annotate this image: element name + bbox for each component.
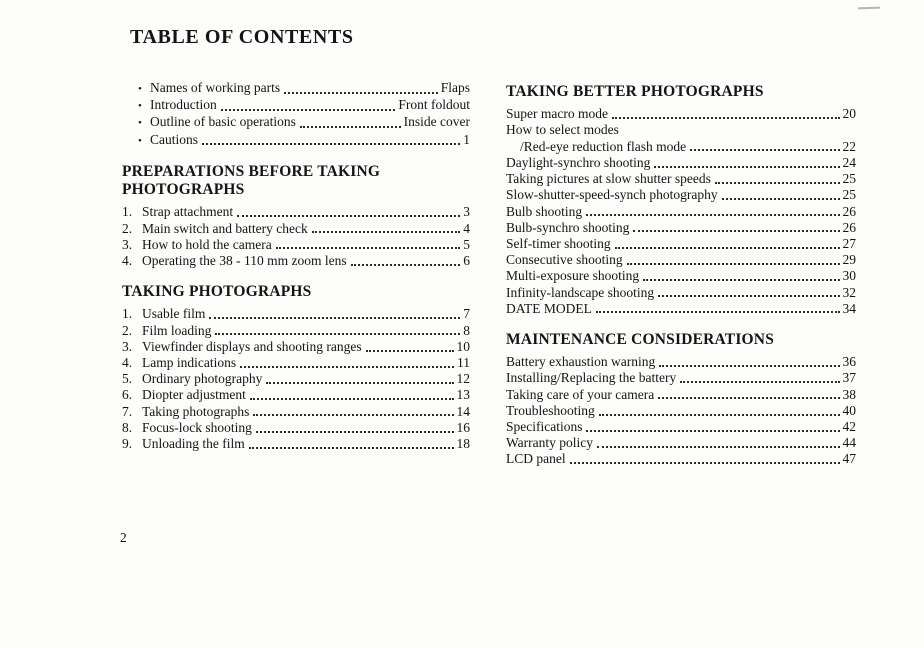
toc-entry-page: 10: [456, 338, 470, 354]
scan-artifact-mark: [858, 7, 880, 10]
dot-leader: [215, 333, 460, 335]
toc-entry-label: Outline of basic operations: [150, 114, 296, 130]
dot-leader: [351, 264, 461, 266]
dot-leader: [256, 431, 454, 433]
section-list-maintenance: [506, 354, 856, 467]
dot-leader: [284, 92, 438, 94]
toc-entry-label: Self-timer shooting: [506, 235, 611, 251]
toc-entry-page: 14: [456, 403, 470, 419]
toc-entry-label: Taking pictures at slow shutter speeds: [506, 171, 711, 187]
toc-entry: [506, 171, 856, 187]
toc-entry-label: /Red-eye reduction flash mode: [520, 138, 687, 154]
dot-leader: [680, 381, 839, 383]
dot-leader: [209, 317, 460, 319]
toc-entry-label: Focus-lock shooting: [142, 419, 252, 435]
toc-entry-label: Viewfinder displays and shooting ranges: [142, 338, 362, 354]
dot-leader: [615, 247, 840, 249]
toc-entry-label: Operating the 38 - 110 mm zoom lens: [142, 252, 347, 268]
dot-leader: [366, 350, 454, 352]
toc-entry-label: Troubleshooting: [506, 402, 595, 418]
toc-entry-number: 4.: [122, 355, 133, 371]
toc-entry-label: Main switch and battery check: [142, 220, 308, 236]
toc-entry-page: 38: [842, 386, 856, 402]
toc-entry-number: 7.: [122, 403, 133, 419]
toc-entry-number: 1.: [122, 204, 133, 220]
toc-entry: [138, 80, 470, 97]
section-list-taking-photographs: [122, 306, 470, 452]
toc-entry: [506, 387, 856, 403]
toc-entry-page: 5: [463, 236, 470, 252]
toc-entry: [506, 268, 856, 284]
toc-entry: [122, 420, 470, 436]
dot-leader: [312, 231, 461, 233]
toc-entry-page: Front foldout: [398, 97, 470, 113]
toc-entry-page: 8: [463, 322, 470, 338]
toc-entry: [506, 236, 856, 252]
toc-entry-page: Inside cover: [403, 114, 470, 130]
toc-entry-label: Names of working parts: [150, 80, 281, 95]
dot-leader: [659, 365, 839, 367]
toc-entry-page: Flaps: [440, 80, 470, 95]
dot-leader: [300, 126, 401, 128]
toc-entry: [506, 187, 856, 203]
toc-entry-page: 42: [842, 419, 856, 435]
section-list-taking-better-photographs: [506, 106, 856, 317]
toc-entry-number: 8.: [122, 419, 133, 435]
toc-entry-label: Bulb-synchro shooting: [506, 219, 630, 235]
section-heading-maintenance: MAINTENANCE CONSIDERATIONS: [506, 330, 775, 348]
dot-leader: [586, 214, 839, 216]
toc-entry-number: 3.: [122, 338, 133, 354]
toc-entry-label: Bulb shooting: [506, 203, 583, 219]
toc-entry: [506, 155, 856, 171]
right-column: [506, 80, 856, 474]
toc-entry-number: 6.: [122, 387, 133, 403]
dot-leader: [596, 311, 840, 313]
toc-entry-label: Slow-shutter-speed-synch photography: [506, 187, 718, 203]
toc-entry: [122, 387, 470, 403]
front-matter-list: [122, 80, 470, 149]
toc-entry-label: Specifications: [506, 419, 583, 435]
toc-entry: [506, 285, 856, 301]
left-column: [122, 80, 470, 474]
toc-entry-label: Introduction: [150, 97, 217, 113]
section-heading-taking-photographs: TAKING PHOTOGRAPHS: [122, 283, 312, 301]
toc-entry: [122, 436, 470, 452]
dot-leader: [599, 414, 840, 416]
toc-entry: [506, 122, 856, 138]
toc-entry-number: 9.: [122, 436, 133, 452]
toc-entry-page: 32: [842, 284, 856, 300]
toc-entry-number: 2.: [122, 322, 133, 338]
toc-entry: [122, 253, 470, 269]
toc-entry: [122, 306, 470, 322]
dot-leader: [202, 143, 460, 145]
toc-entry: [506, 370, 856, 386]
toc-entry: [506, 435, 856, 451]
toc-entry-page: 7: [463, 306, 470, 322]
toc-entry-page: 36: [842, 354, 856, 370]
toc-entry-label: Unloading the film: [142, 436, 245, 452]
toc-entry-label: Multi-exposure shooting: [506, 268, 640, 284]
toc-entry-page: 22: [842, 138, 856, 154]
toc-entry: [138, 97, 470, 114]
dot-leader: [253, 414, 453, 416]
dot-leader: [722, 198, 840, 200]
toc-entry-page: 11: [457, 355, 470, 371]
toc-entry: [506, 419, 856, 435]
toc-entry-page: 26: [842, 219, 856, 235]
dot-leader: [276, 247, 461, 249]
dot-leader: [250, 398, 454, 400]
toc-entry-page: 13: [456, 387, 470, 403]
bullet-icon: •: [138, 134, 142, 147]
toc-entry: [122, 204, 470, 220]
toc-entry: [138, 132, 470, 149]
toc-entry-label: Diopter adjustment: [142, 387, 246, 403]
dot-leader: [627, 263, 840, 265]
dot-leader: [237, 215, 460, 217]
toc-entry-page: 3: [463, 204, 470, 220]
toc-entry-label: How to select modes: [506, 122, 619, 138]
toc-entry-label: Battery exhaustion warning: [506, 354, 656, 370]
toc-columns: [122, 80, 862, 474]
toc-entry: [506, 106, 856, 122]
toc-entry-page: 20: [842, 106, 856, 122]
toc-entry-label: Lamp indications: [142, 355, 237, 371]
section-list-preparations: [122, 204, 470, 269]
toc-entry-page: 6: [463, 252, 470, 268]
dot-leader: [249, 447, 454, 449]
toc-entry: [506, 354, 856, 370]
toc-entry: [122, 221, 470, 237]
toc-entry: [506, 139, 856, 155]
dot-leader: [570, 462, 840, 464]
toc-entry-number: 1.: [122, 306, 133, 322]
toc-entry-number: 5.: [122, 371, 133, 387]
toc-entry-label: Taking care of your camera: [506, 386, 655, 402]
toc-entry-page: 30: [842, 268, 856, 284]
bullet-icon: •: [138, 117, 142, 130]
toc-entry-label: Taking photographs: [142, 403, 250, 419]
toc-entry: [122, 323, 470, 339]
toc-entry-page: 27: [842, 235, 856, 251]
toc-entry-number: 4.: [122, 252, 133, 268]
toc-entry-page: 25: [842, 171, 856, 187]
toc-entry-page: 12: [456, 371, 470, 387]
toc-entry-page: 34: [842, 300, 856, 316]
toc-entry: [138, 114, 470, 131]
toc-entry-number: 3.: [122, 236, 133, 252]
page-number: 2: [120, 530, 127, 545]
toc-entry-label: Installing/Replacing the battery: [506, 370, 677, 386]
toc-entry-page: 4: [463, 220, 470, 236]
section-heading-taking-better-photographs: TAKING BETTER PHOTOGRAPHS: [506, 83, 764, 100]
toc-entry-label: Strap attachment: [142, 204, 234, 220]
toc-entry: [506, 220, 856, 236]
toc-entry: [506, 204, 856, 220]
toc-entry-label: Super macro mode: [506, 106, 608, 122]
toc-entry-page: 29: [842, 252, 856, 268]
toc-entry-page: 47: [842, 451, 856, 467]
toc-entry-label: LCD panel: [506, 451, 566, 467]
toc-entry-page: 37: [842, 370, 856, 386]
toc-entry: [506, 252, 856, 268]
toc-entry-page: 26: [842, 203, 856, 219]
toc-entry-label: Daylight-synchro shooting: [506, 154, 651, 170]
toc-entry: [122, 237, 470, 253]
dot-leader: [633, 230, 839, 232]
toc-entry: [506, 403, 856, 419]
dot-leader: [266, 382, 453, 384]
dot-leader: [643, 279, 839, 281]
toc-entry: [122, 339, 470, 355]
toc-entry-label: Cautions: [150, 131, 199, 147]
toc-entry-page: 18: [456, 436, 470, 452]
toc-entry: [122, 355, 470, 371]
dot-leader: [690, 149, 839, 151]
toc-entry-label: Consecutive shooting: [506, 252, 623, 268]
toc-entry-label: Warranty policy: [506, 435, 594, 451]
toc-entry-page: 40: [842, 402, 856, 418]
toc-entry-page: 24: [842, 154, 856, 170]
dot-leader: [715, 182, 840, 184]
bullet-icon: •: [138, 83, 142, 95]
toc-entry: [122, 371, 470, 387]
dot-leader: [221, 109, 396, 111]
toc-entry-label: How to hold the camera: [142, 236, 272, 252]
section-heading-preparations: PREPARATIONS BEFORE TAKING PHOTOGRAPHS: [122, 162, 381, 199]
toc-entry-label: Usable film: [142, 306, 206, 322]
toc-entry-label: DATE MODEL: [506, 300, 592, 316]
page-title: TABLE OF CONTENTS: [130, 26, 354, 48]
dot-leader: [240, 366, 454, 368]
toc-entry-number: 2.: [122, 220, 133, 236]
toc-entry-page: 44: [842, 435, 856, 451]
dot-leader: [654, 166, 839, 168]
toc-entry-label: Infinity-landscape shooting: [506, 284, 655, 300]
dot-leader: [597, 446, 839, 448]
toc-entry: [122, 404, 470, 420]
toc-entry-page: 25: [842, 187, 856, 203]
bullet-icon: •: [138, 100, 142, 113]
toc-entry: [506, 451, 856, 467]
toc-entry-label: Ordinary photography: [142, 371, 263, 387]
toc-entry-page: 16: [456, 419, 470, 435]
toc-entry-label: Film loading: [142, 322, 212, 338]
page-content: [122, 26, 862, 474]
toc-entry: [506, 301, 856, 317]
toc-entry-page: 1: [463, 131, 470, 147]
dot-leader: [612, 117, 840, 119]
dot-leader: [586, 430, 839, 432]
dot-leader: [658, 397, 839, 399]
dot-leader: [658, 295, 839, 297]
